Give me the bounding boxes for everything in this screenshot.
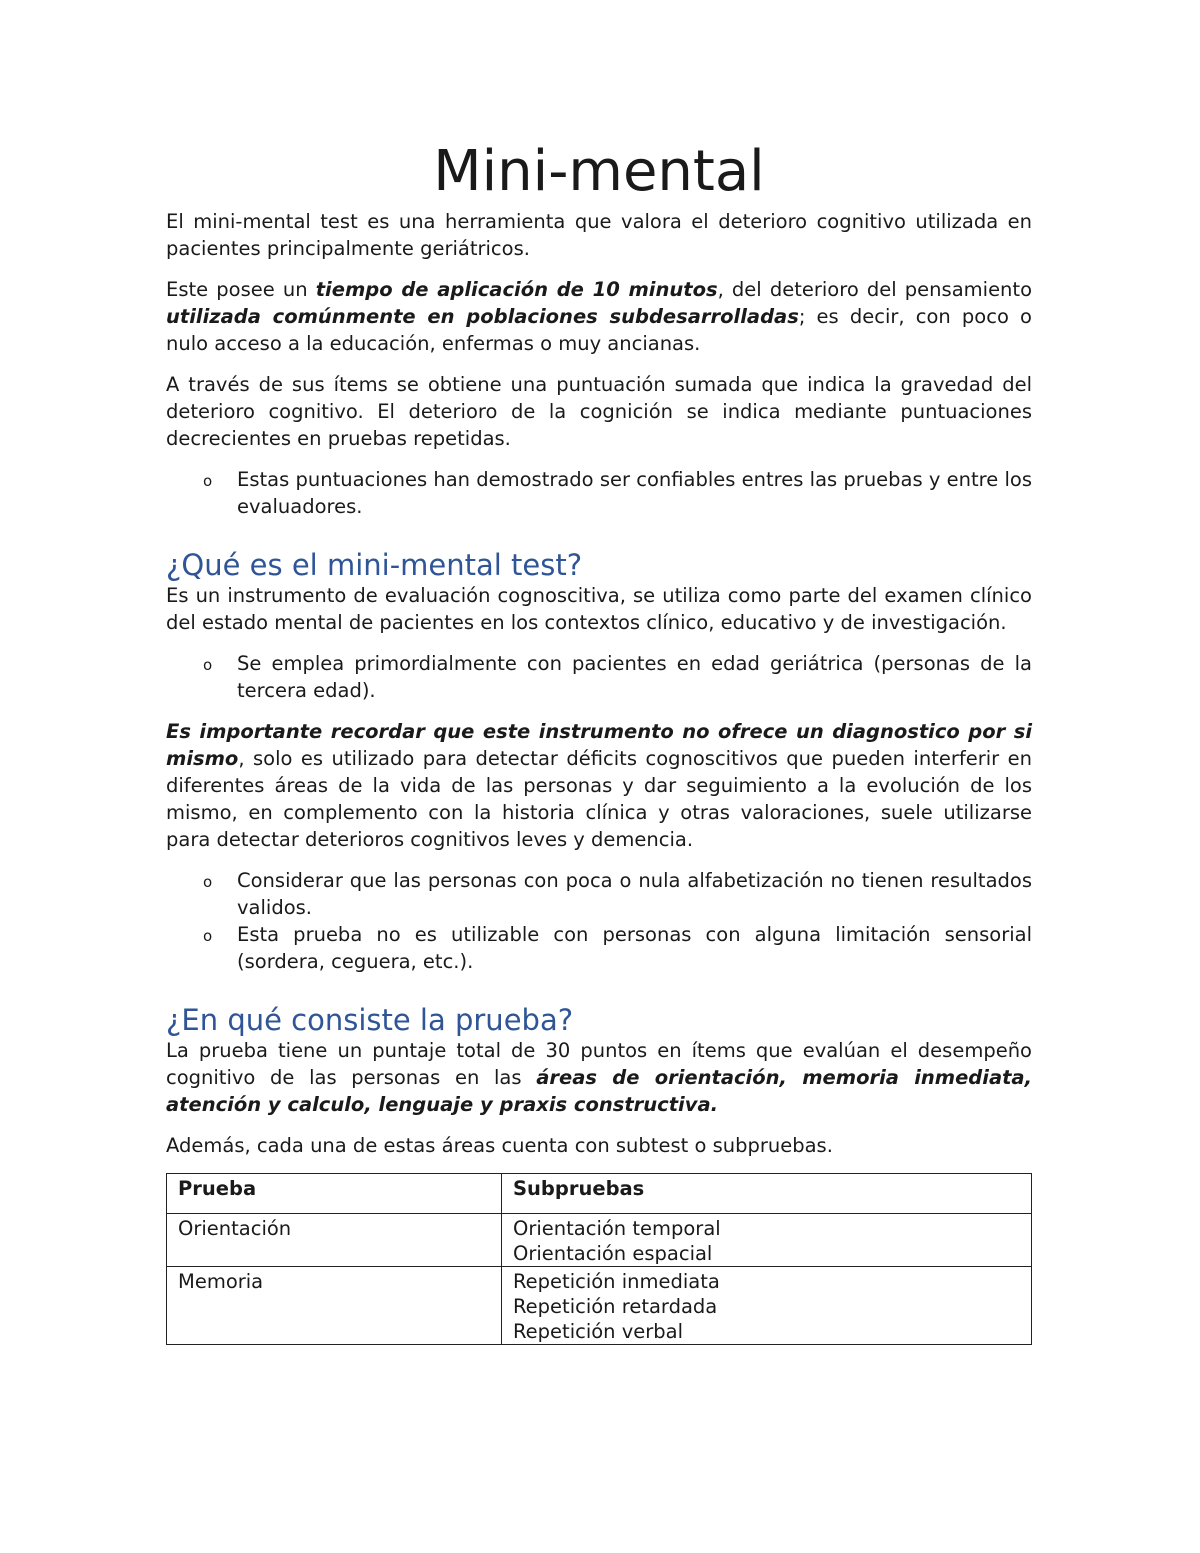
table-header-prueba: Prueba — [167, 1174, 502, 1214]
bullet-marker: o — [203, 927, 213, 945]
section-heading-what-is: ¿Qué es el mini-mental test? — [166, 548, 583, 582]
intro-bullet-list — [166, 466, 1032, 520]
table-header-subpruebas: Subpruebas — [502, 1174, 1032, 1214]
table-cell-subpruebas: Repetición inmediata Repetición retardada Repetición verbal — [502, 1267, 1032, 1345]
section2-paragraph-1: La prueba tiene un puntaje total de 30 puntos en ítems que evalúan el desempeño cognitivo de las personas en las áreas de orientación, memoria inmediata, atención y calculo, lenguaje y praxis constructiva. — [166, 1039, 1032, 1116]
bullet-marker: o — [203, 472, 213, 490]
table-header-row — [167, 1174, 1032, 1214]
document-page — [166, 136, 1032, 1345]
subtests-table — [166, 1173, 1032, 1345]
table-row — [167, 1267, 1032, 1345]
emphasis-application-time: tiempo de aplicación de 10 minutos — [315, 278, 718, 301]
table-cell-subpruebas: Orientación temporal Orientación espacial — [502, 1214, 1032, 1267]
page-title: Mini-mental — [433, 139, 765, 204]
intro-paragraph-3: A través de sus ítems se obtiene una puntuación sumada que indica la gravedad del deterioro cognitivo. El deterioro de la cognición se indica mediante puntuaciones decrecientes en pruebas repetidas. — [166, 373, 1032, 450]
section1-paragraph-2: Es importante recordar que este instrumento no ofrece un diagnostico por si mismo, solo es utilizado para detectar déficits cognoscitivos que pueden interferir en diferentes áreas de la vida de las personas y dar seguimiento a la evolución de los mismo, en complemento con la historia clínica y otras valoraciones, suele utilizarse para detectar deterioros cognitivos leves y demencia. — [166, 720, 1032, 851]
section-heading-consists: ¿En qué consiste la prueba? — [166, 1003, 574, 1037]
emphasis-populations: utilizada comúnmente en poblaciones subdesarrolladas — [166, 305, 799, 328]
list-item: o Esta prueba no es utilizable con personas con alguna limitación sensorial (sordera, ceguera, etc.). — [203, 923, 1032, 973]
intro-paragraph-1: El mini-mental test es una herramienta que valora el deterioro cognitivo utilizada en pacientes principalmente geriátricos. — [166, 210, 1032, 260]
bullet-marker: o — [203, 873, 213, 891]
table-row — [167, 1214, 1032, 1267]
table-cell-prueba: Orientación — [167, 1214, 502, 1267]
emphasis-important-note: Es importante recordar que este instrumento no ofrece un diagnostico por si mismo — [166, 720, 1032, 770]
list-item: o Considerar que las personas con poca o nula alfabetización no tienen resultados validos. — [203, 869, 1032, 919]
table-cell-prueba: Memoria — [167, 1267, 502, 1345]
list-item: o Estas puntuaciones han demostrado ser confiables entres las pruebas y entre los evaluadores. — [203, 468, 1032, 518]
emphasis-areas: áreas de orientación, memoria inmediata, atención y calculo, lenguaje y praxis constructiva. — [166, 1066, 1032, 1116]
bullet-marker: o — [203, 656, 213, 674]
section1-bullet-list-2 — [166, 867, 1032, 975]
list-item: o Se emplea primordialmente con pacientes en edad geriátrica (personas de la tercera edad). — [203, 652, 1032, 702]
section2-paragraph-2: Además, cada una de estas áreas cuenta con subtest o subpruebas. — [166, 1134, 833, 1157]
intro-paragraph-2: Este posee un tiempo de aplicación de 10 minutos, del deterioro del pensamiento utilizada comúnmente en poblaciones subdesarrolladas; es decir, con poco o nulo acceso a la educación, enfermas o muy ancianas. — [166, 278, 1032, 355]
section1-bullet-list-1 — [166, 650, 1032, 704]
section1-paragraph-1: Es un instrumento de evaluación cognoscitiva, se utiliza como parte del examen clínico del estado mental de pacientes en los contextos clínico, educativo y de investigación. — [166, 584, 1032, 634]
